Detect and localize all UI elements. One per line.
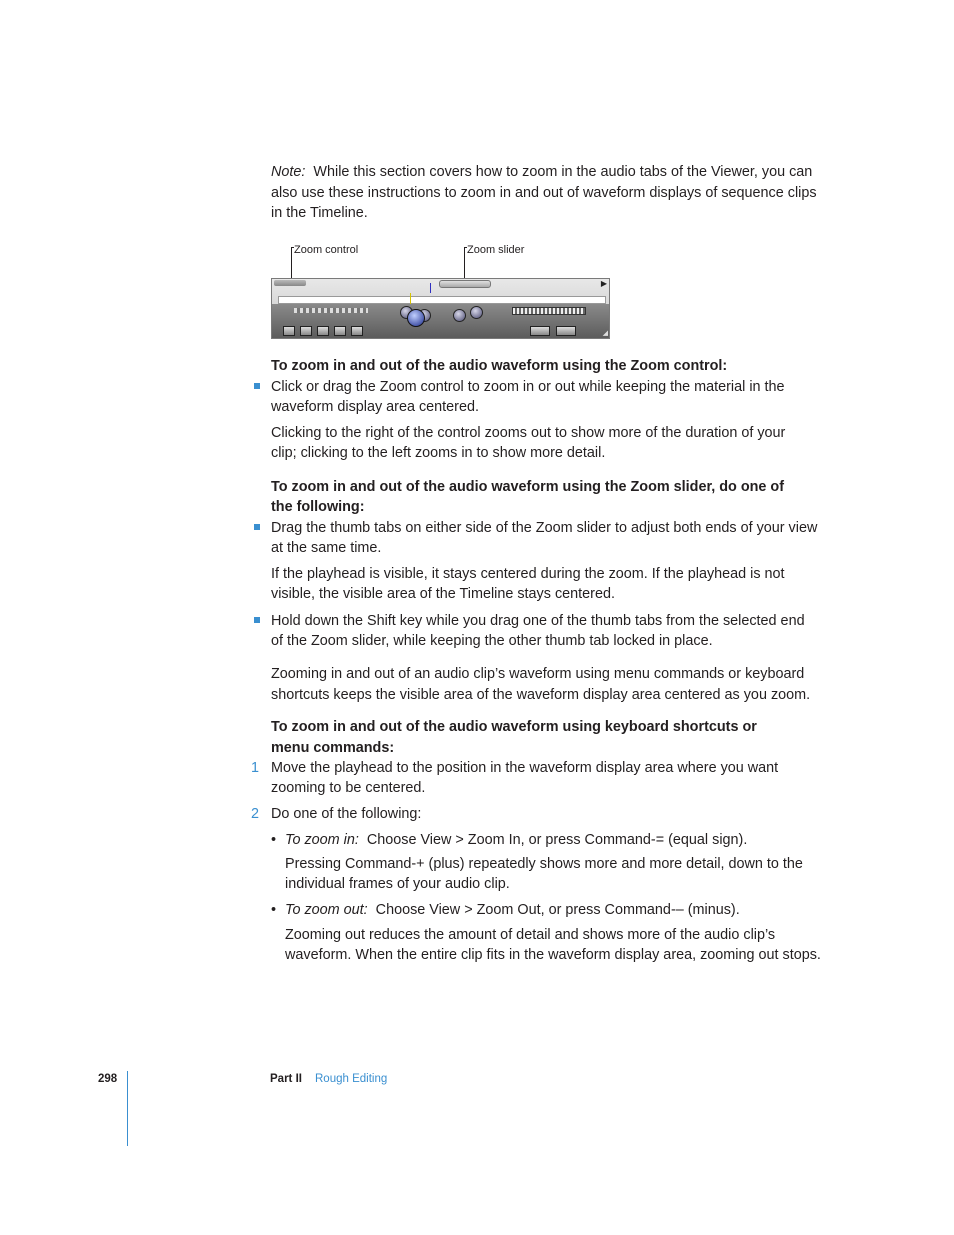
scroll-right-icon[interactable]: ▶: [600, 279, 607, 288]
leader-zoom-control: [291, 247, 292, 282]
note-line-3: in the Timeline.: [271, 205, 368, 221]
section2-bullet2-line2: of the Zoom slider, while keeping the other thumb tab locked in place.: [271, 633, 713, 649]
step2-number: 2: [251, 806, 260, 822]
zoom-in-text: Choose View > Zoom In, or press Command-= (equal sign).: [366, 832, 748, 848]
section1-heading: To zoom in and out of the audio waveform using the Zoom control:: [271, 358, 728, 374]
viewer-window: [271, 278, 610, 339]
zoom-out-detail-line1: Zooming out reduces the amount of detail and shows more of the audio clip’s: [285, 927, 776, 943]
step1-line1: Move the playhead to the position in the waveform display area where you want: [271, 760, 779, 776]
mark-out-button[interactable]: [334, 326, 346, 336]
section2-para-line2: visible, the visible area of the Timeline stays centered.: [271, 586, 615, 602]
zoom-control[interactable]: [274, 280, 306, 286]
next-edit-button[interactable]: [470, 306, 483, 319]
note-label: Note:: [271, 164, 306, 180]
mark-in-button[interactable]: [317, 326, 329, 336]
zoom-out-line: [285, 900, 831, 921]
zoom-out-text: Choose View > Zoom Out, or press Command-– (minus).: [375, 902, 740, 918]
section1-para-line1: Clicking to the right of the control zooms out to show more of the duration of your: [271, 425, 786, 441]
insert-edit-button[interactable]: [283, 326, 295, 336]
zoom-out-detail-line2: waveform. When the entire clip fits in the waveform display area, zooming out stops.: [285, 947, 821, 963]
section2-heading-line2: the following:: [271, 499, 365, 515]
section2-bullet2-line1: Hold down the Shift key while you drag one of the thumb tabs from the selected end: [271, 613, 805, 629]
step1-number: 1: [251, 760, 260, 776]
match-frame-button[interactable]: [530, 326, 550, 336]
bullet-dot-icon: •: [271, 832, 277, 848]
zoom-in-line: [285, 830, 831, 851]
overwrite-edit-button[interactable]: [300, 326, 312, 336]
leader-zoom-slider-tick: [464, 247, 467, 248]
footer-chapter: Rough Editing: [315, 1073, 388, 1085]
zoom-in-detail-line2: individual frames of your audio clip.: [285, 876, 510, 892]
add-marker-button[interactable]: [351, 326, 363, 336]
resize-grip-icon[interactable]: ◢: [602, 330, 608, 337]
step1-line2: zooming to be centered.: [271, 780, 426, 796]
intro-line1: Zooming in and out of an audio clip’s waveform using menu commands or keyboard: [271, 666, 805, 682]
callout-zoom-slider: Zoom slider: [467, 244, 525, 256]
play-button[interactable]: [407, 309, 425, 327]
section3-heading-line2: menu commands:: [271, 740, 395, 756]
section2-heading-line1: To zoom in and out of the audio waveform using the Zoom slider, do one of: [271, 479, 784, 495]
section2-bullet1-line1: Drag the thumb tabs on either side of the Zoom slider to adjust both ends of your view: [271, 520, 818, 536]
bullet-square-icon: [254, 383, 260, 389]
callout-zoom-control: Zoom control: [294, 244, 359, 256]
generator-button[interactable]: [556, 326, 576, 336]
note-text: While this section covers how to zoom in the audio tabs of the Viewer, you can: [313, 164, 813, 180]
page-number: 298: [98, 1073, 118, 1085]
section2-bullet1-line2: at the same time.: [271, 540, 382, 556]
footer-part: Part II: [270, 1073, 302, 1085]
leader-zoom-slider: [464, 247, 465, 282]
zoom-in-label: To zoom in:: [285, 832, 359, 848]
zoom-out-label: To zoom out:: [285, 902, 368, 918]
zoom-in-detail-line1: Pressing Command-+ (plus) repeatedly shows more and more detail, down to the: [285, 856, 803, 872]
section1-bullet1-line1: Click or drag the Zoom control to zoom in or out while keeping the material in the: [271, 379, 785, 395]
section3-heading-line1: To zoom in and out of the audio waveform using keyboard shortcuts or: [271, 719, 757, 735]
section1-para-line2: clip; clicking to the left zooms in to show more detail.: [271, 445, 606, 461]
bullet-square-icon: [254, 617, 260, 623]
step2-text: Do one of the following:: [271, 806, 422, 822]
scroll-bar[interactable]: [272, 287, 609, 294]
transport-panel: [272, 304, 609, 338]
note-line-1: [271, 162, 831, 183]
scrubber-bar[interactable]: [278, 296, 606, 304]
shuttle-control[interactable]: [294, 308, 368, 313]
footer-rule: [127, 1071, 128, 1146]
bullet-square-icon: [254, 524, 260, 530]
bullet-dot-icon: •: [271, 902, 277, 918]
section1-bullet1-line2: waveform display area centered.: [271, 399, 479, 415]
jog-control[interactable]: [512, 307, 586, 315]
intro-line2: shortcuts keeps the visible area of the waveform display area centered as you zoom.: [271, 687, 811, 703]
play-around-current-button[interactable]: [453, 309, 466, 322]
leader-zoom-control-tick: [291, 247, 294, 248]
section2-para-line1: If the playhead is visible, it stays centered during the zoom. If the playhead is not: [271, 566, 785, 582]
note-line-2: also use these instructions to zoom in and out of waveform displays of sequence clips: [271, 185, 817, 201]
